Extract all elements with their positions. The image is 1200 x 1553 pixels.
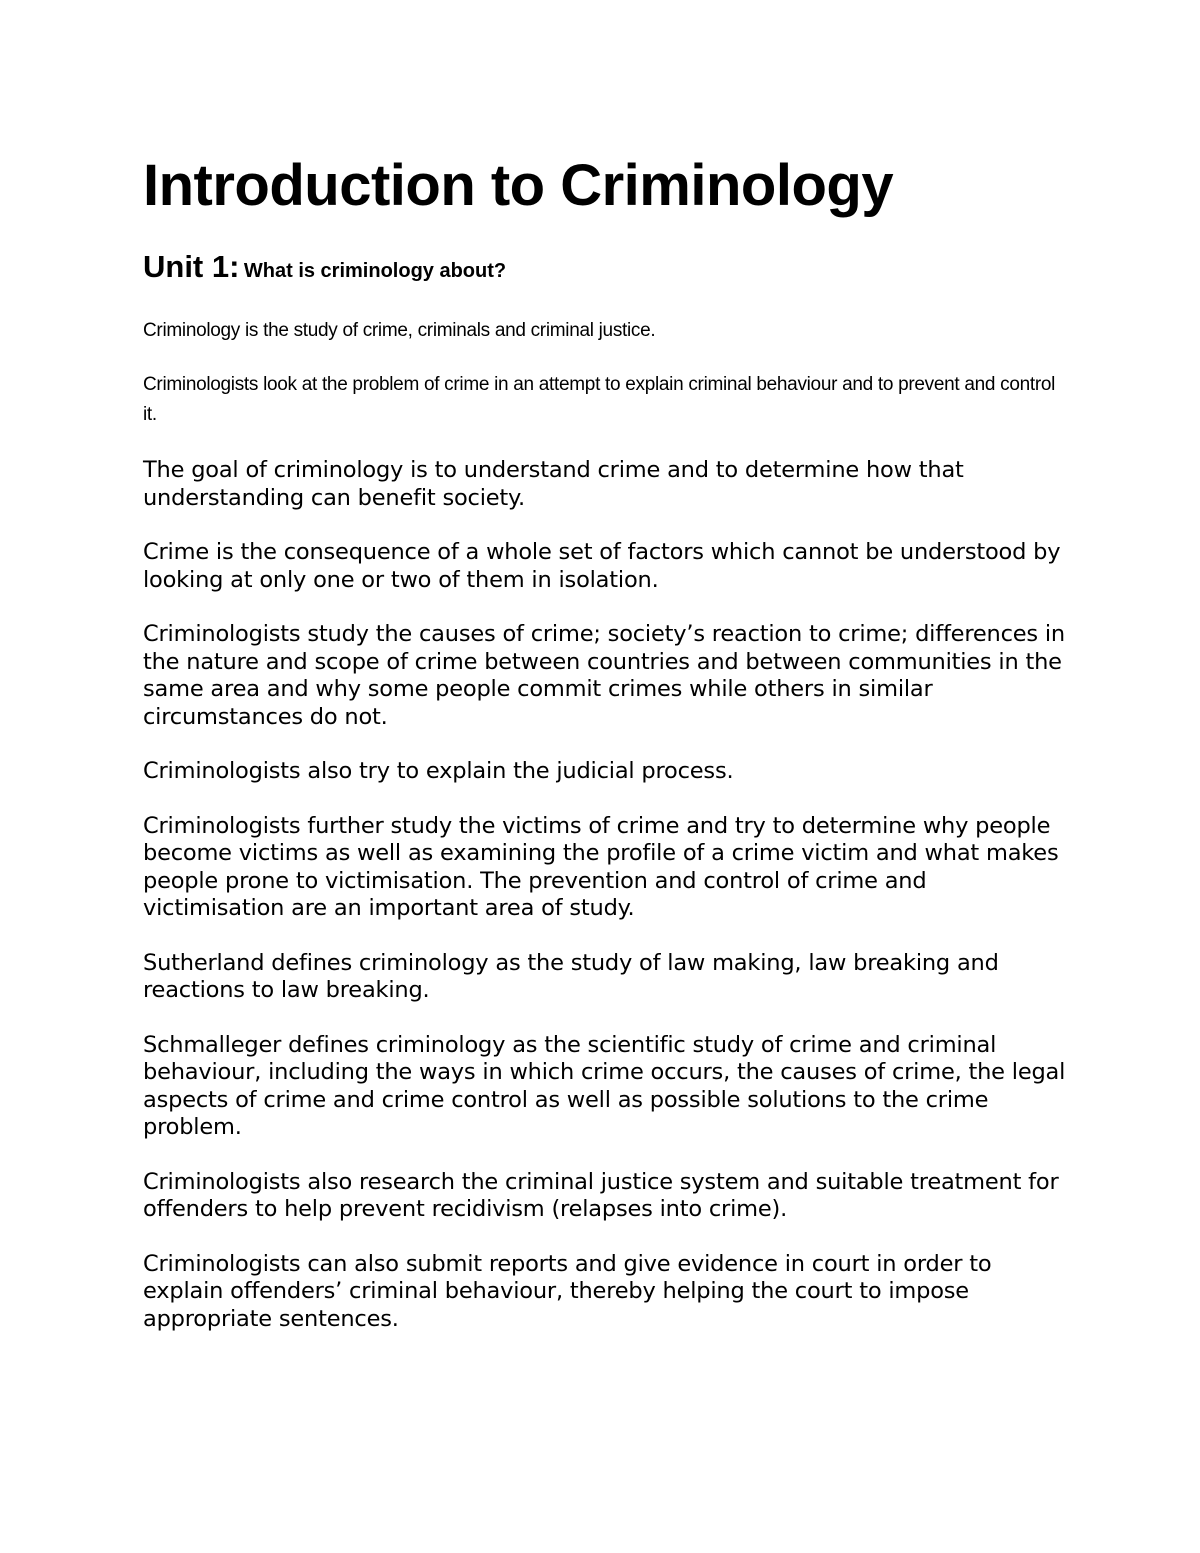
body-paragraph: Criminologists can also submit reports and give evidence in court in order to explain offenders’ criminal behaviour, thereby helping the court to impose appropriate sentences. <box>143 1250 992 1332</box>
intro-paragraph: Criminology is the study of crime, criminals and criminal justice. <box>143 320 656 341</box>
body-paragraph: Criminologists study the causes of crime; society’s reaction to crime; differences in the nature and scope of crime between countries and between communities in the same area and why some people commit crimes while others in similar circumstances do not. <box>143 621 1065 730</box>
body-paragraph: The goal of criminology is to understand crime and to determine how that understanding can benefit society. <box>143 457 964 511</box>
document-body <box>143 150 1073 1333</box>
intro-paragraph: Criminologists look at the problem of crime in an attempt to explain criminal behaviour and to prevent and control it. <box>143 374 1056 425</box>
body-paragraph: Sutherland defines criminology as the study of law making, law breaking and reactions to law breaking. <box>143 949 999 1003</box>
body-paragraph: Criminologists also try to explain the judicial process. <box>143 758 734 784</box>
body-paragraph: Crime is the consequence of a whole set of factors which cannot be understood by looking at only one or two of them in isolation. <box>143 539 1061 593</box>
unit-label: Unit 1: <box>143 249 240 284</box>
body-paragraph: Schmalleger defines criminology as the scientific study of crime and criminal behaviour, including the ways in which crime occurs, the causes of crime, the legal aspects of crime and crime control as well as possible solutions to the crime problem. <box>143 1031 1066 1140</box>
unit-subtitle: What is criminology about? <box>243 260 507 282</box>
unit-heading <box>143 248 1073 292</box>
body-paragraph: Criminologists further study the victims of crime and try to determine why people become victims as well as examining the profile of a crime victim and what makes people prone to victimisation. The prevention and control of crime and victimisation are an important area of study. <box>143 812 1059 921</box>
body-paragraph: Criminologists also research the criminal justice system and suitable treatment for offenders to help prevent recidivism (relapses into crime). <box>143 1168 1059 1222</box>
document-title: Introduction to Criminology <box>143 153 894 218</box>
